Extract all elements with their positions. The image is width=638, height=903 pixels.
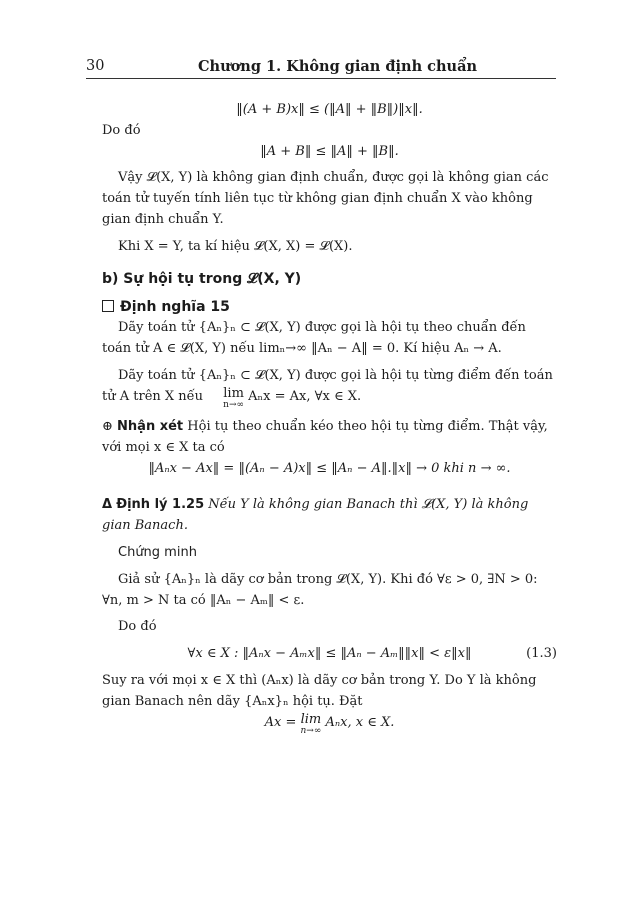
theorem-paragraph <box>102 495 557 537</box>
definition-paragraph-1: Dãy toán tử {Aₙ}ₙ ⊂ 𝓛(X, Y) được gọi là hội tụ theo chuẩn đến toán tử A ∈ 𝓛(X, Y) nếu limₙ→∞ ‖Aₙ − A‖ = 0. Kí hiệu Aₙ → A. <box>102 320 526 357</box>
remark-title: Nhận xét <box>117 418 184 434</box>
paragraph-vay: Vậy 𝓛(X, Y) là không gian định chuẩn, được gọi là không gian các toán tử tuyến tính liên tục từ không gian định chuẩn X vào không gian định chuẩn Y. <box>102 170 549 227</box>
triangle-icon: Δ <box>102 497 113 513</box>
definition-paragraph-2: Dãy toán tử {Aₙ}ₙ ⊂ 𝓛(X, Y) được gọi là hội tụ từng điểm đến toán tử A trên X nếu lim n→∞ Aₙx = Ax, ∀x ∈ X. <box>102 367 553 411</box>
paragraph-do-do-1: Do đó <box>102 122 141 138</box>
proof-title: Chứng minh <box>118 544 197 560</box>
remark-paragraph <box>102 417 557 459</box>
page-header <box>86 58 556 79</box>
page-body <box>102 100 557 737</box>
proof-paragraph-2: Suy ra với mọi x ∈ X thì (Aₙx) là dãy cơ bản trong Y. Do Y là không gian Banach nên dãy {Aₙx}ₙ hội tụ. Đặt <box>102 672 537 709</box>
limit-operator: lim n→∞ <box>300 711 322 736</box>
equation-5: Ax = lim n→∞ Aₙx, x ∈ X. <box>264 711 395 736</box>
equation-3: ‖Aₙx − Ax‖ = ‖(Aₙ − A)x‖ ≤ ‖Aₙ − A‖.‖x‖ → 0 khi n → ∞. <box>148 460 511 476</box>
equation-4-row <box>102 644 557 665</box>
page-number: 30 <box>86 58 105 74</box>
square-icon <box>102 300 114 312</box>
equation-2: ‖A + B‖ ≤ ‖A‖ + ‖B‖. <box>260 143 399 159</box>
limit-operator: lim n→∞ <box>223 385 245 411</box>
paragraph-khi: Khi X = Y, ta kí hiệu 𝓛(X, X) = 𝓛(X). <box>118 238 353 254</box>
theorem-title: Định lý 1.25 <box>116 497 205 513</box>
paragraph-do-do-2: Do đó <box>118 619 157 635</box>
theorem-body: Nếu Y là không gian Banach thì 𝓛(X, Y) là không gian Banach. <box>102 497 529 534</box>
equation-4: ∀x ∈ X : ‖Aₙx − Aₘx‖ ≤ ‖Aₙ − Aₘ‖‖x‖ < ε‖x‖ <box>187 646 472 662</box>
section-heading-b: b) Sự hội tụ trong 𝓛(X, Y) <box>102 270 302 287</box>
chapter-title: Chương 1. Không gian định chuẩn <box>198 58 478 75</box>
definition-title: Định nghĩa 15 <box>120 298 230 315</box>
remark-text: Hội tụ theo chuẩn kéo theo hội tụ từng điểm. Thật vậy, với mọi x ∈ X ta có <box>102 418 548 455</box>
definition-heading <box>102 296 557 318</box>
oplus-icon: ⊕ <box>102 418 113 434</box>
equation-1: ‖(A + B)x‖ ≤ (‖A‖ + ‖B‖)‖x‖. <box>236 102 423 117</box>
proof-paragraph-1: Giả sử {Aₙ}ₙ là dãy cơ bản trong 𝓛(X, Y). Khi đó ∀ε > 0, ∃N > 0: ∀n, m > N ta có ‖Aₙ − Aₘ‖ < ε. <box>102 571 538 608</box>
equation-number: (1.3) <box>526 646 557 662</box>
